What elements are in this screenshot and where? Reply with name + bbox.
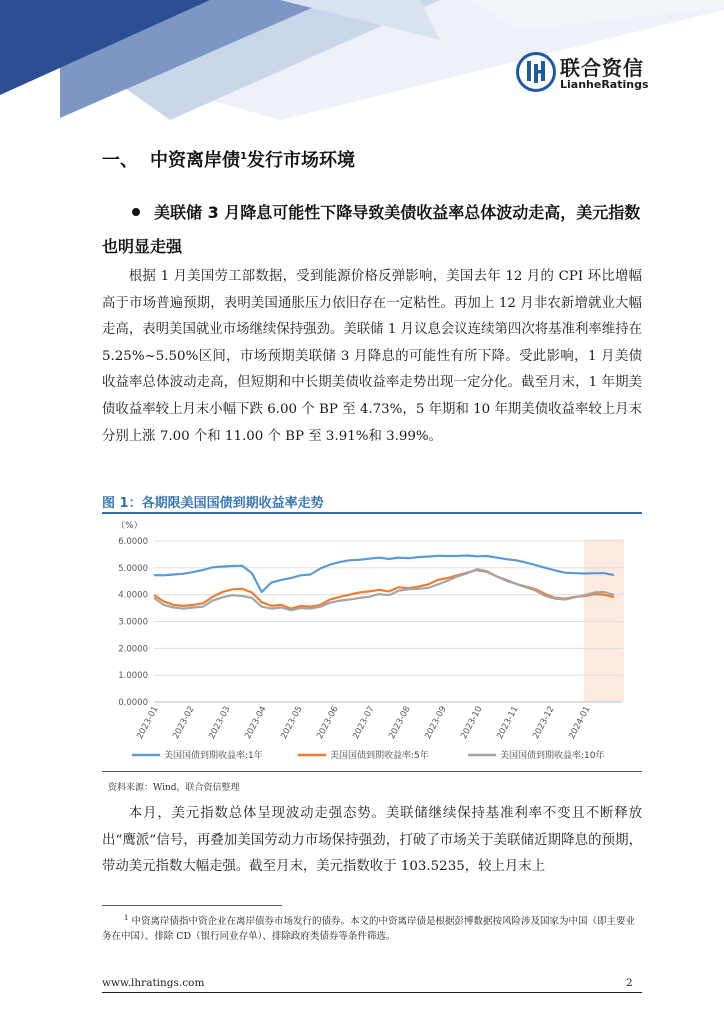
section-number: 一、 bbox=[102, 150, 138, 171]
x-tick-label: 2023-06 bbox=[315, 704, 341, 741]
x-tick-label: 2023-08 bbox=[387, 704, 413, 741]
bullet-heading bbox=[102, 196, 642, 264]
series-line-1 bbox=[154, 556, 614, 593]
x-tick-label: 2023-10 bbox=[459, 704, 485, 741]
lianhe-logo-icon bbox=[516, 52, 556, 92]
y-tick-label: 5.0000 bbox=[118, 563, 148, 574]
y-tick-label: 2.0000 bbox=[118, 644, 148, 655]
x-tick-label: 2023-01 bbox=[135, 704, 161, 741]
figure-bottom-rule bbox=[102, 771, 642, 772]
bullet-icon bbox=[132, 208, 140, 216]
footnote-text: 中资离岸债指中资企业在离岸债券市场发行的债券。本文的中资离岸债是根据彭博数据按风险涉及国家为中国（即主要业务在中国）、排除 CD（银行同业存单）、排除政府类债券等条件筛选。 bbox=[102, 916, 636, 943]
paragraph-text: 本月，美元指数总体呈现波动走强态势。美联储继续保持基准利率不变且不断释放出“鹰派”信号，再叠加美国劳动力市场保持强劲，打破了市场关于美联储近期降息的预期，带动美元指数大幅走强。截至月末，美元指数收于 103.5235，较上月末上 bbox=[102, 806, 642, 875]
section-title: 中资离岸债 bbox=[150, 150, 240, 171]
figure-title: 图 1：各期限美国国债到期收益率走势 bbox=[102, 496, 324, 511]
body-paragraph-2 bbox=[102, 801, 642, 881]
footnote bbox=[102, 911, 642, 944]
x-tick-label: 2023-12 bbox=[531, 704, 557, 741]
paragraph-text: 根据 1 月美国劳工部数据，受到能源价格反弹影响，美国去年 12 月的 CPI 环比增幅高于市场普遍预期，表明美国通胀压力依旧存在一定粘性。再加上 12 月非农新增就业大幅走高，表明美国就业市场继续保持强劲。美联储 1 月议息会议连续第四次将基准利率维持在 5.25%~5.50%区间，市场预期美联储 3 月降息的可能性有所下降。受此影响，1 月美债收益率总体波动走高，但短期和中长期美债收益率走势出现一定分化。截至月末，1 年期美债收益率较上月末小幅下跌 6.00 个 BP 至 4.73%，5 年期和 10 年期美债收益率较上月末分别上涨 7.00 个和 11.00 个 BP 至 3.91%和 3.99%。 bbox=[102, 269, 642, 444]
footer-url[interactable]: www.lhratings.com bbox=[102, 977, 205, 989]
x-tick-label: 2023-02 bbox=[171, 704, 197, 741]
x-tick-label: 2023-03 bbox=[207, 704, 233, 741]
section-heading bbox=[102, 146, 355, 172]
y-tick-label: 6.0000 bbox=[118, 537, 148, 547]
yield-line-chart bbox=[102, 514, 642, 770]
legend-label: 美国国债到期收益率:10年 bbox=[500, 751, 605, 761]
x-tick-label: 2023-07 bbox=[351, 704, 377, 741]
section-title-rest: 发行市场环境 bbox=[246, 150, 355, 171]
footer-rule bbox=[102, 992, 642, 993]
highlight-band bbox=[584, 539, 624, 702]
legend-label: 美国国债到期收益率:5年 bbox=[330, 751, 429, 761]
series-line-2 bbox=[154, 570, 614, 609]
x-tick-label: 2023-11 bbox=[495, 704, 521, 741]
x-tick-label: 2023-04 bbox=[243, 704, 269, 741]
footnote-ref: 1 bbox=[240, 151, 247, 162]
figure-source: 资料来源：Wind，联合资信整理 bbox=[108, 783, 240, 793]
y-tick-label: 1.0000 bbox=[118, 671, 148, 682]
page-number: 2 bbox=[626, 977, 633, 989]
x-tick-label: 2024-01 bbox=[567, 704, 593, 741]
body-paragraph-1 bbox=[102, 264, 642, 450]
y-tick-label: 0.0000 bbox=[118, 698, 148, 708]
x-tick-label: 2023-09 bbox=[423, 704, 449, 741]
y-tick-label: 3.0000 bbox=[118, 617, 148, 628]
y-tick-label: 4.0000 bbox=[118, 590, 148, 601]
footnote-rule bbox=[102, 905, 282, 906]
brand-name-cn: 联合资信 bbox=[560, 56, 644, 80]
brand-name-en: LianheRatings bbox=[560, 78, 649, 91]
y-unit-label: （%） bbox=[116, 521, 143, 531]
legend-label: 美国国债到期收益率:1年 bbox=[164, 751, 263, 761]
x-tick-label: 2023-05 bbox=[279, 704, 305, 741]
bullet-heading-text: 美联储 3 月降息可能性下降导致美债收益率总体波动走高，美元指数也明显走强 bbox=[102, 203, 641, 256]
brand-logo bbox=[516, 52, 649, 96]
footnote-number: 1 bbox=[124, 914, 129, 922]
